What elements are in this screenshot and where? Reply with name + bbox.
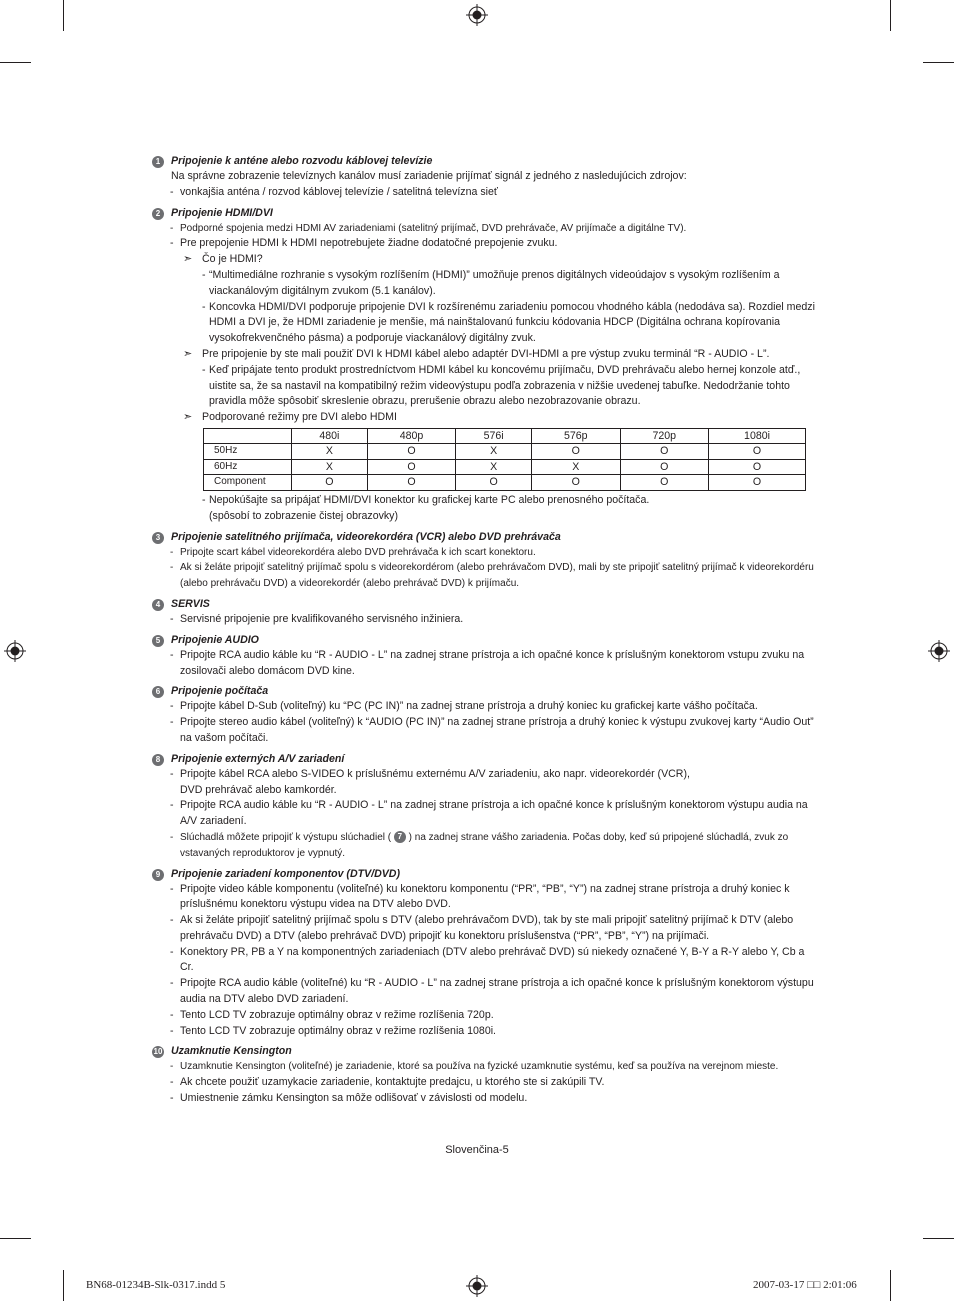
section-title: Pripojenie externých A/V zariadení [171,752,345,765]
section-heading [152,530,817,545]
section-title: Pripojenie HDMI/DVI [171,206,273,219]
note: ➣ Čo je HDMI? [152,252,817,268]
table-row [204,475,806,491]
section-title: Pripojenie satelitného prijímača, videorekordéra (VCR) alebo DVD prehrávača [171,530,561,543]
list-item: - Ak si želáte pripojiť satelitný prijímač spolu s videorekordérom (alebo prehrávačom DVD), mali by ste pripojiť satelitný prijímač k videorekordéru (alebo prehrávaču DVD) a videorekordér (alebo prehrávač DVD) k prijímaču. [170,562,814,590]
page-number: Slovenčina-5 [445,1144,509,1156]
table-cell: O [531,444,620,460]
section-number-badge: 8 [152,754,164,766]
crop-mark [0,62,31,63]
table-header-cell: 480p [367,428,456,444]
table-header-cell: 720p [620,428,709,444]
table-cell: O [292,475,368,491]
section-component [152,867,817,1040]
section-title: Uzamknutie Kensington [171,1045,292,1058]
list-item: - Ak chcete použiť uzamykacie zariadenie, kontaktujte predajcu, u ktorého ste si zakúpili TV. [170,1076,605,1089]
headphone-jack-number-icon: 7 [394,831,406,843]
section-number-badge: 9 [152,869,164,881]
table-row-header: 60Hz [204,459,292,475]
section-heading [152,597,817,612]
table-cell: O [531,475,620,491]
registration-mark-icon [4,640,26,662]
section-heading [152,752,817,767]
list-item: - Pripojte stereo audio kábel (voliteľný) k “AUDIO (PC IN)” na zadnej strane prístroja a druhý koniec k výstupu zvukovej karty “Audio Out” na vašom počítači. [170,716,814,744]
note-arrow-icon: ➣ [183,411,193,424]
table-header-cell: 576p [531,428,620,444]
registration-mark-icon [466,1275,488,1297]
table-cell: O [456,475,532,491]
table-cell: O [620,444,709,460]
table-cell: O [367,475,456,491]
list-item: - Konektory PR, PB a Y na komponentných zariadeniach (DTV alebo prehrávač DVD) sú niekedy označené Y, B-Y a R-Y alebo Y, Cb a Cr. [170,945,805,974]
crop-mark [923,1238,954,1239]
table-header-row [204,428,806,444]
section-pc [152,684,817,746]
crop-mark [890,0,891,31]
table-header-cell: 480i [292,428,368,444]
section-heading [152,867,817,882]
crop-mark [63,0,64,31]
section-number-badge: 3 [152,532,164,544]
registration-mark-icon [466,4,488,26]
list-item: - Tento LCD TV zobrazuje optimálny obraz v režime rozlíšenia 720p. [170,1008,494,1021]
note-item: - Koncovka HDMI/DVI podporuje pripojenie DVI k rozšírenému zariadeniu pomocou vhodného kábla (nedodáva sa). Rozdiel medzi HDMI a DVI je, že HDMI zariadenie je menšie, má nainštalovanú funkciu kódovania HDCP (Digitálna ochrana kopírovania vysokofrekvenčného pásma) a podporuje viackanálový digitálny zvuk. [202,300,815,345]
list-item: - Pripojte kábel RCA alebo S-VIDEO k príslušnému externému A/V zariadeniu, ako napr. videorekordér (VCR), [170,767,690,780]
table-row-header: Component [204,475,292,491]
section-number-badge: 10 [153,1047,163,1057]
section-heading [152,684,817,699]
section-title: Pripojenie zariadení komponentov (DTV/DVD) [171,867,400,880]
list-item: - Tento LCD TV zobrazuje optimálny obraz v režime rozlíšenia 1080i. [170,1024,497,1037]
table-cell: X [456,459,532,475]
note-arrow-icon: ➣ [183,253,193,266]
list-item: - Pripojte video káble komponentu (voliteľné) ku konektoru komponentu (“PR”, “PB”, “Y”) na zadnej strane prístroja a druhý koniec k príslušnému konektoru výstupu videa na DTV alebo DVD. [170,882,790,911]
list-item: - Pripojte kábel D-Sub (voliteľný) ku “PC (PC IN)” na zadnej strane prístroja a druhý koniec ku grafickej karte vášho počítača. [170,700,758,713]
table-row [204,459,806,475]
crop-mark [923,62,954,63]
section-title: Pripojenie k anténe alebo rozvodu káblovej televízie [171,155,433,167]
table-cell: O [620,475,709,491]
section-title: Pripojenie počítača [171,685,269,698]
note: ➣ Pre pripojenie by ste mali použiť DVI k HDMI kábel alebo adaptér DVI-HDMI a pre výstup zvuku terminál “R - AUDIO - L”. [152,347,817,363]
table-cell: O [709,459,806,475]
section-kensington [152,1044,817,1106]
table-cell: O [367,459,456,475]
table-cell: X [531,459,620,475]
crop-mark [0,1238,31,1239]
table-cell: X [292,444,368,460]
list-item: - Ak si želáte pripojiť satelitný prijímač spolu s DTV (alebo prehrávačom DVD), tak by ste mali pripojiť satelitný prijímač k DTV (alebo prehrávaču DVD) a DTV (alebo prehrávač DVD) pripojiť ku konektoru príslušenstva (“PR”, “PB”, “Y”) na prijímači. [170,914,794,942]
table-header-cell: 576i [456,428,532,444]
note-item: - “Multimediálne rozhranie s vysokým rozlíšením (HDMI)” umožňuje prenos digitálnych videoúdajov s vysokým rozlíšením a viackanálovým digitálnym zvukom (5.1 kanálov). [202,268,780,297]
manual-content [152,154,817,1107]
section-number-badge: 2 [152,208,164,220]
crop-mark [890,1270,891,1301]
section-number-badge: 6 [152,686,164,698]
list-item: - Servisné pripojenie pre kvalifikovaného servisného inžiniera. [170,612,464,625]
table-row [204,444,806,460]
list-item: - Pripojte RCA audio káble (voliteľné) ku “R - AUDIO - L” na zadnej strane prístroja a ich opačné konce k príslušným konektorom výstupu audia na DTV alebo DVD zariadení. [170,977,814,1006]
list-item: - Pripojte scart kábel videorekordéra alebo DVD prehrávača k ich scart konektoru. [170,546,536,558]
section-satellite-vcr [152,530,817,592]
section-heading [152,1044,817,1059]
note-item: - Nepokúšajte sa pripájať HDMI/DVI konektor ku grafickej karte PC alebo prenosného počítača. [202,493,650,506]
table-cell: O [367,444,456,460]
list-item: - Pre prepojenie HDMI k HDMI nepotrebujete žiadne dodatočné prepojenie zvuku. [170,237,558,250]
list-item: - vonkajšia anténa / rozvod káblovej televízie / satelitná televízna sieť [170,185,498,198]
table-row-header: 50Hz [204,444,292,460]
section-number-badge: 1 [152,156,164,168]
section-audio [152,633,817,680]
crop-mark [63,1270,64,1301]
section-heading [152,206,817,221]
section-title: Pripojenie AUDIO [171,633,259,646]
list-item: - Umiestnenie zámku Kensington sa môže odlišovať v závislosti od modelu. [170,1092,528,1105]
section-number-badge: 4 [152,599,164,611]
note-item: (spôsobí to zobrazenie čistej obrazovky) [209,509,399,522]
registration-mark-icon [928,640,950,662]
section-heading [152,154,817,169]
section-antenna [152,154,817,201]
list-item: - Pripojte RCA audio káble ku “R - AUDIO - L” na zadnej strane prístroja a ich opačné konce k príslušným konektorom výstupu audia na A/V zariadení. [170,799,808,828]
print-slug-filename: BN68-01234B-Slk-0317.indd 5 [86,1279,226,1291]
table-header-cell [204,428,292,444]
section-hdmi [152,206,817,525]
note: ➣ Podporované režimy pre DVI alebo HDMI [152,410,817,426]
supported-modes-table [203,428,806,491]
list-item: - Slúchadlá môžete pripojiť k výstupu slúchadiel ( 7 ) na zadnej strane vášho zariadenia. Počas doby, keď sú pripojené slúchadlá, zvuk zo vstavaných reproduktorov je vypnutý. [170,831,789,859]
section-external-av [152,752,817,862]
list-item: - Pripojte RCA audio káble ku “R - AUDIO - L” na zadnej strane prístroja a ich opačné konce k príslušným konektorom vstupu zvuku na zosilovači alebo domácom DVD kine. [170,648,805,677]
note-arrow-icon: ➣ [183,347,193,360]
table-header-cell: 1080i [709,428,806,444]
section-body: Na správne zobrazenie televíznych kanálov musí zariadenie prijímať signál z jedného z nasledujúcich zdrojov: [171,170,687,182]
table-cell: X [292,459,368,475]
table-cell: O [709,475,806,491]
table-cell: O [620,459,709,475]
section-service [152,597,817,628]
section-number-badge: 5 [152,635,164,647]
print-slug-timestamp: 2007-03-17 □□ 2:01:06 [753,1279,857,1291]
table-cell: X [456,444,532,460]
list-item: - Uzamknutie Kensington (voliteľné) je zariadenie, ktoré sa používa na fyzické uzamknutie systému, keď sa používa na verejnom mieste. [170,1061,779,1073]
section-title: SERVIS [171,597,210,610]
list-item: DVD prehrávač alebo kamkordér. [180,783,337,796]
note-item: - Keď pripájate tento produkt prostredníctvom HDMI kábel ku koncovému prijímaču, DVD prehrávaču alebo hernej konzole atď., uistite sa, že sa nastavil na kompatibilný režim videovýstupu podľa zobrazenia v nižšie uvedenej tabuľke. Nedodržanie tohto pravidla môže spôsobiť skreslenie obrazu, prerušenie obrazu alebo nezobrazovanie obrazu. [202,363,801,408]
list-item: - Podporné spojenia medzi HDMI AV zariadeniami (satelitný prijímač, DVD prehrávače, AV prijímače a digitálne TV). [170,222,687,234]
table-cell: O [709,444,806,460]
section-heading [152,633,817,648]
